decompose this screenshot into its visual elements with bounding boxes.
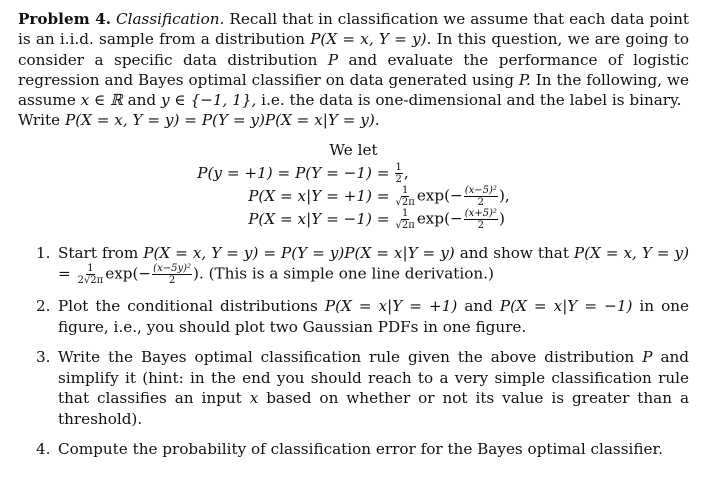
we-let-label: We let [329, 140, 378, 159]
write-lead: Write [18, 111, 65, 130]
list-item: 4. Compute the probability of classification error for the Bayes optimal classifier. [36, 440, 663, 459]
equation-block [197, 162, 509, 231]
intro-text-1: Recall that in classification we assume that each data point is an i.i.d. sample from a distribution [18, 10, 690, 49]
eq2-coefficient: $\frac{1}{√2\pi}$ [395, 184, 415, 208]
eq2-lhs: P(X = x|Y = +1) = [248, 187, 390, 206]
problem-label: Problem 4. [18, 10, 111, 28]
intro-text-2: In this question, we are going to consider a specific data distribution [18, 30, 689, 69]
problem-topic: Classification. [116, 10, 225, 28]
eq3-exponent: $\frac{\text{(x+5)²}}{2}$ [464, 207, 497, 231]
eq1-lhs: P(y = +1) = P(Y = −1) = [197, 164, 390, 183]
eq1-fraction: $\frac{1}{2}$ [395, 161, 402, 185]
eq3-lhs: P(X = x|Y = −1) = [248, 210, 390, 229]
display-equations [18, 140, 689, 231]
intro-text-4: In the following, we assume [18, 70, 689, 110]
eq2-rhs: $\frac{1}{√2\pi}$ exp(− $\frac{\text{(x−5)²}}{2}$ ), [395, 184, 510, 208]
list-item: 2. Plot the conditional distributions P(X = x|Y = +1) and P(X = x|Y = −1) in one figure, i.e., you should plot two Gaussian PDFs in one figure. [36, 297, 689, 336]
intro-y-set: y ∈ {−1, 1}, [160, 91, 257, 110]
intro-text-5: and [122, 91, 161, 110]
list-item: 3. Write the Bayes optimal classification rule given the above distribution P and simplify it (hint: in the end you should reach to a very simple classification rule that classifies an input x based on whether or not its value is greater than a threshold). [36, 348, 689, 428]
item1-exponent: $\frac{\text{(x−5y)²}}{2}$ [153, 263, 192, 287]
eq3-coefficient: $\frac{1}{√2\pi}$ [395, 207, 415, 231]
intro-text-6: i.e. the data is one-dimensional and the label is binary. [256, 91, 682, 110]
eq2-exponent: $\frac{\text{(x−5)²}}{2}$ [464, 184, 497, 208]
intro-P2: P. [518, 70, 531, 89]
list-item: 1. Start from P(X = x, Y = y) = P(Y = y)P(X = x|Y = y) and show that P(X = x, Y = y) = $\frac{1}{2√2\pi}$ exp(− $\frac{\text{(x−5y)²}}{2}$ ). (This is a simple one line derivation.) [36, 243, 689, 287]
intro-text-3: and evaluate the performance of logistic regression and Bayes optimal classifier on data generated using [18, 50, 689, 89]
item1-coefficient: $\frac{1}{2√2\pi}$ [77, 263, 104, 287]
intro-distribution: P(X = x, Y = y). [310, 30, 432, 49]
task-list [18, 243, 689, 460]
problem-intro [18, 9, 689, 131]
intro-P: P [327, 50, 339, 69]
write-equation: P(X = x, Y = y) = P(Y = y)P(X = x|Y = y). [64, 111, 380, 130]
eq3-rhs: $\frac{1}{√2\pi}$ exp(− $\frac{\text{(x+5)²}}{2}$ ) [395, 207, 505, 231]
intro-x-real: x ∈ ℝ [80, 91, 123, 110]
eq1-rhs: $\frac{1}{2}$ , [395, 161, 409, 185]
